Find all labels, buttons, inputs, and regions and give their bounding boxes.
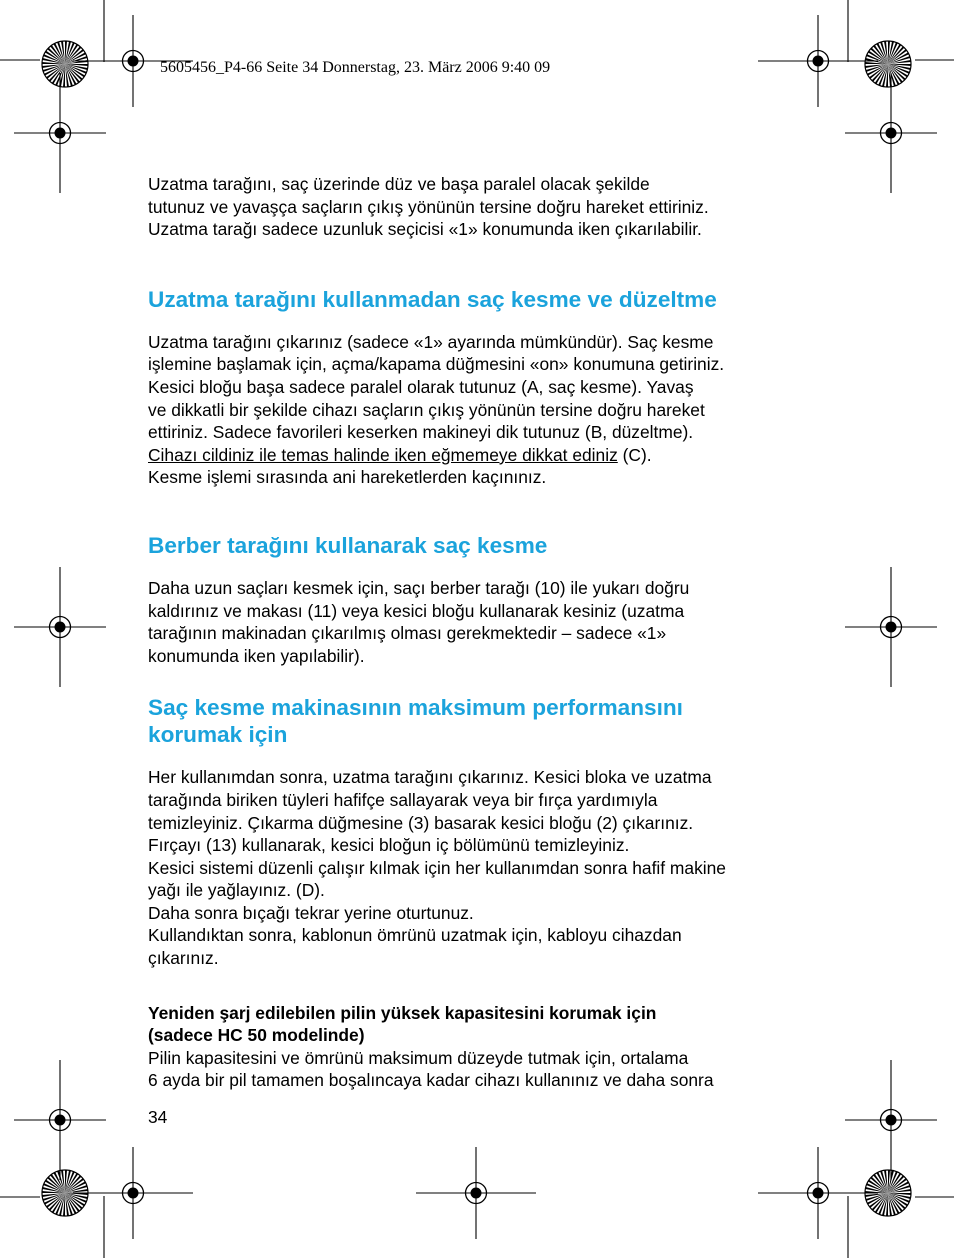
text-line: Kesici bloğu başa sadece paralel olarak tutunuz (A, saç kesme). Yavaş	[148, 376, 694, 397]
intro-paragraph	[148, 173, 828, 241]
text-line: tutunuz ve yavaşça saçların çıkış yönünün tersine doğru hareket ettiriniz.	[148, 196, 709, 217]
text-line: Her kullanımdan sonra, uzatma tarağını çıkarınız. Kesici bloka ve uzatma	[148, 767, 712, 788]
heading-line: Saç kesme makinasının maksimum performansını	[148, 695, 683, 721]
text-line: konumunda iken yapılabilir).	[148, 645, 365, 666]
print-slug: 5605456_P4-66 Seite 34 Donnerstag, 23. März 2006 9:40 09	[160, 59, 551, 76]
text-line: Kesici sistemi düzenli çalışır kılmak için her kullanımdan sonra hafif makine	[148, 857, 726, 878]
text-line: ettiriniz. Sadece favorileri keserken makineyi dik tutunuz (B, düzeltme).	[148, 422, 694, 443]
registration-mark	[73, 1147, 193, 1239]
text-line: Uzatma tarağını çıkarınız (sadece «1» ayarında mümkündür). Saç kesme	[148, 331, 714, 352]
heading-line: korumak için	[148, 722, 288, 748]
text-line: Kesme işlemi sırasında ani hareketlerden kaçınınız.	[148, 467, 547, 488]
barber-comb-paragraph	[148, 577, 828, 667]
page-number: 34	[148, 1107, 168, 1127]
text-line: çıkarınız.	[148, 948, 219, 969]
text-line: 6 ayda bir pil tamamen boşalıncaya kadar cihazı kullanınız ve daha sonra	[148, 1070, 714, 1091]
text-line: Uzatma tarağını, saç üzerinde düz ve başa paralel olacak şekilde	[148, 174, 650, 194]
maintenance-paragraph	[148, 766, 828, 969]
text-line: Fırçayı (13) kullanarak, kesici bloğun iç bölümünü temizleyiniz.	[148, 835, 630, 856]
text-line: Pilin kapasitesini ve ömrünü maksimum düzeyde tutmak için, ortalama	[148, 1047, 689, 1068]
registration-mark	[845, 1060, 937, 1180]
main-content	[148, 173, 828, 1092]
text-line: ve dikkatli bir şekilde cihazı saçların çıkış yönünün tersine doğru hareket	[148, 399, 705, 420]
text-line: Daha uzun saçları kesmek için, saçı berber tarağı (10) ile yukarı doğru	[148, 577, 690, 598]
registration-mark	[14, 73, 106, 193]
starburst-mark	[865, 41, 911, 87]
registration-mark	[14, 1060, 106, 1180]
registration-mark	[758, 1147, 878, 1239]
registration-mark	[845, 73, 937, 193]
text-line: Daha sonra bıçağı tekrar yerine oturtunuz.	[148, 902, 474, 923]
bold-title-line: Yeniden şarj edilebilen pilin yüksek kapasitesini korumak için	[148, 1002, 657, 1023]
text-line: Uzatma tarağı sadece uzunluk seçicisi «1» konumunda iken çıkarılabilir.	[148, 219, 702, 240]
registration-mark	[845, 567, 937, 687]
battery-title	[148, 1002, 828, 1047]
starburst-mark	[42, 1170, 88, 1216]
text-line: temizleyiniz. Çıkarma düğmesine (3) basarak kesici bloğu (2) çıkarınız.	[148, 812, 694, 833]
section-heading-barber-comb: Berber tarağını kullanarak saç kesme	[148, 532, 548, 558]
warning-underlined-text: Cihazı cildiniz ile temas halinde iken eğmemeye dikkat ediniz	[148, 444, 618, 465]
warning-line	[148, 444, 828, 467]
cutting-without-comb-paragraph	[148, 331, 828, 489]
registration-mark	[416, 1147, 536, 1239]
warning-suffix: (C).	[617, 444, 652, 465]
text-line: tarağında biriken tüyleri hafifçe sallayarak veya bir fırça yardımıyla	[148, 789, 658, 810]
starburst-mark	[42, 41, 88, 87]
text-line: yağı ile yağlayınız. (D).	[148, 880, 325, 901]
text-line: işlemine başlamak için, açma/kapama düğmesini «on» konumuna getiriniz.	[148, 354, 725, 375]
section-heading-cutting-without-comb: Uzatma tarağını kullanmadan saç kesme ve düzeltme	[148, 286, 717, 312]
registration-mark	[758, 15, 878, 107]
bold-title-line: (sadece HC 50 modelinde)	[148, 1025, 365, 1046]
section-heading-maintenance	[148, 694, 828, 748]
text-line: kaldırınız ve makası (11) veya kesici bloğu kullanarak kesiniz (uzatma	[148, 600, 685, 621]
starburst-mark	[865, 1170, 911, 1216]
battery-paragraph	[148, 1047, 828, 1092]
text-line: tarağının makinadan çıkarılmış olması gerekmektedir – sadece «1»	[148, 623, 667, 644]
text-line: Kullandıktan sonra, kablonun ömrünü uzatmak için, kabloyu cihazdan	[148, 925, 682, 946]
registration-mark	[14, 567, 106, 687]
